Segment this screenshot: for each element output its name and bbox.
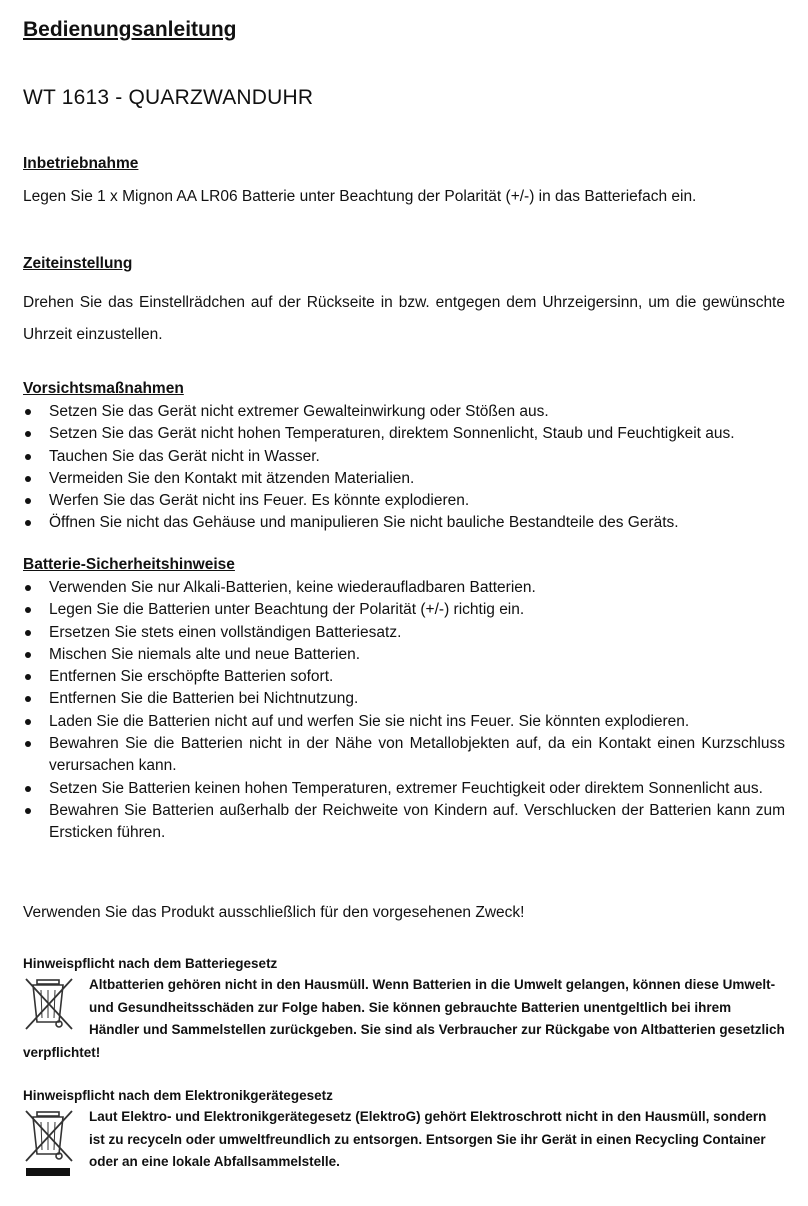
list-item: Werfen Sie das Gerät nicht ins Feuer. Es könnte explodieren. [23,490,785,512]
list-item: Laden Sie die Batterien nicht auf und werfen Sie sie nicht ins Feuer. Sie könnten explodieren. [23,711,785,733]
bullet-icon [25,786,31,792]
bullet-icon [25,454,31,460]
heading-zeiteinstellung: Zeiteinstellung [23,255,133,272]
bullet-icon [25,607,31,613]
bullet-icon [25,630,31,636]
list-item: Legen Sie die Batterien unter Beachtung der Polarität (+/-) richtig ein. [23,599,785,621]
list-item: Tauchen Sie das Gerät nicht in Wasser. [23,446,785,468]
list-item: Bewahren Sie die Batterien nicht in der Nähe von Metallobjekten auf, da ein Kontakt einen Kurzschluss verursachen kann. [23,733,785,778]
list-item: Bewahren Sie Batterien außerhalb der Reichweite von Kindern auf. Verschlucken der Batterien kann zum Ersticken führen. [23,800,785,845]
heading-inbetriebnahme: Inbetriebnahme [23,155,139,172]
bullet-icon [25,719,31,725]
list-item: Setzen Sie Batterien keinen hohen Temperaturen, extremer Feuchtigkeit oder direktem Sonnenlicht aus. [23,778,785,800]
list-item: Ersetzen Sie stets einen vollständigen Batteriesatz. [23,622,785,644]
bullet-icon [25,696,31,702]
bullet-icon [25,741,31,747]
list-item: Vermeiden Sie den Kontakt mit ätzenden Materialien. [23,468,785,490]
text-inbetriebnahme: Legen Sie 1 x Mignon AA LR06 Batterie unter Beachtung der Polarität (+/-) in das Batteriefach ein. [23,188,697,205]
heading-elektronikgeraetegesetz: Hinweispflicht nach dem Elektronikgerätegesetz [23,1088,333,1103]
list-batterie-sicherheit [23,577,785,845]
bullet-icon [25,652,31,658]
product-title: WT 1613 - QUARZWANDUHR [23,86,314,109]
bullet-icon [25,498,31,504]
heading-vorsichtsmassnahmen: Vorsichtsmaßnahmen [23,380,184,397]
bullet-icon [25,431,31,437]
bullet-icon [25,520,31,526]
list-item: Entfernen Sie erschöpfte Batterien sofort. [23,666,785,688]
bullet-icon [25,808,31,814]
list-item: Setzen Sie das Gerät nicht extremer Gewalteinwirkung oder Stößen aus. [23,401,785,423]
list-item: Mischen Sie niemals alte und neue Batterien. [23,644,785,666]
notice-elektrog: Laut Elektro- und Elektronikgerätegesetz (ElektroG) gehört Elektroschrott nicht in den Hausmüll, sondern ist zu recyceln oder umweltfreundlich zu entsorgen. Entsorgen Sie ihr Gerät in einen Recycling Container oder an eine lokale Abfallsammelstelle. [23,1106,785,1178]
list-item: Entfernen Sie die Batterien bei Nichtnutzung. [23,688,785,710]
list-vorsichtsmassnahmen [23,401,785,535]
heading-batteriegesetz: Hinweispflicht nach dem Batteriegesetz [23,956,278,971]
text-intended-use: Verwenden Sie das Produkt ausschließlich für den vorgesehenen Zweck! [23,904,525,921]
bullet-icon [25,585,31,591]
notice-batteriegesetz: Altbatterien gehören nicht in den Hausmüll. Wenn Batterien in die Umwelt gelangen, können diese Umwelt- und Gesundheitsschäden zur Folge haben. Sie können gebrauchte Batterien unentgeltlich bei ihrem Händler und Sammelstellen zurückgeben. Sie sind als Verbraucher zur Rückgabe von Altbatterien gesetzlich verpflichtet! [23,977,785,1060]
document-title: Bedienungsanleitung [23,18,237,41]
bullet-icon [25,674,31,680]
crossed-out-bin-icon [23,976,75,1032]
heading-batterie-sicherheit: Batterie-Sicherheitshinweise [23,556,235,573]
list-item: Öffnen Sie nicht das Gehäuse und manipulieren Sie nicht bauliche Bestandteile des Geräts. [23,512,785,534]
crossed-out-bin-with-bar-icon [23,1108,75,1178]
bullet-icon [25,476,31,482]
text-zeiteinstellung: Drehen Sie das Einstellrädchen auf der Rückseite in bzw. entgegen dem Uhrzeigersinn, um die gewünschte Uhrzeit einzustellen. [23,294,785,343]
bullet-icon [25,409,31,415]
list-item: Setzen Sie das Gerät nicht hohen Temperaturen, direktem Sonnenlicht, Staub und Feuchtigkeit aus. [23,423,785,445]
list-item: Verwenden Sie nur Alkali-Batterien, keine wiederaufladbaren Batterien. [23,577,785,599]
